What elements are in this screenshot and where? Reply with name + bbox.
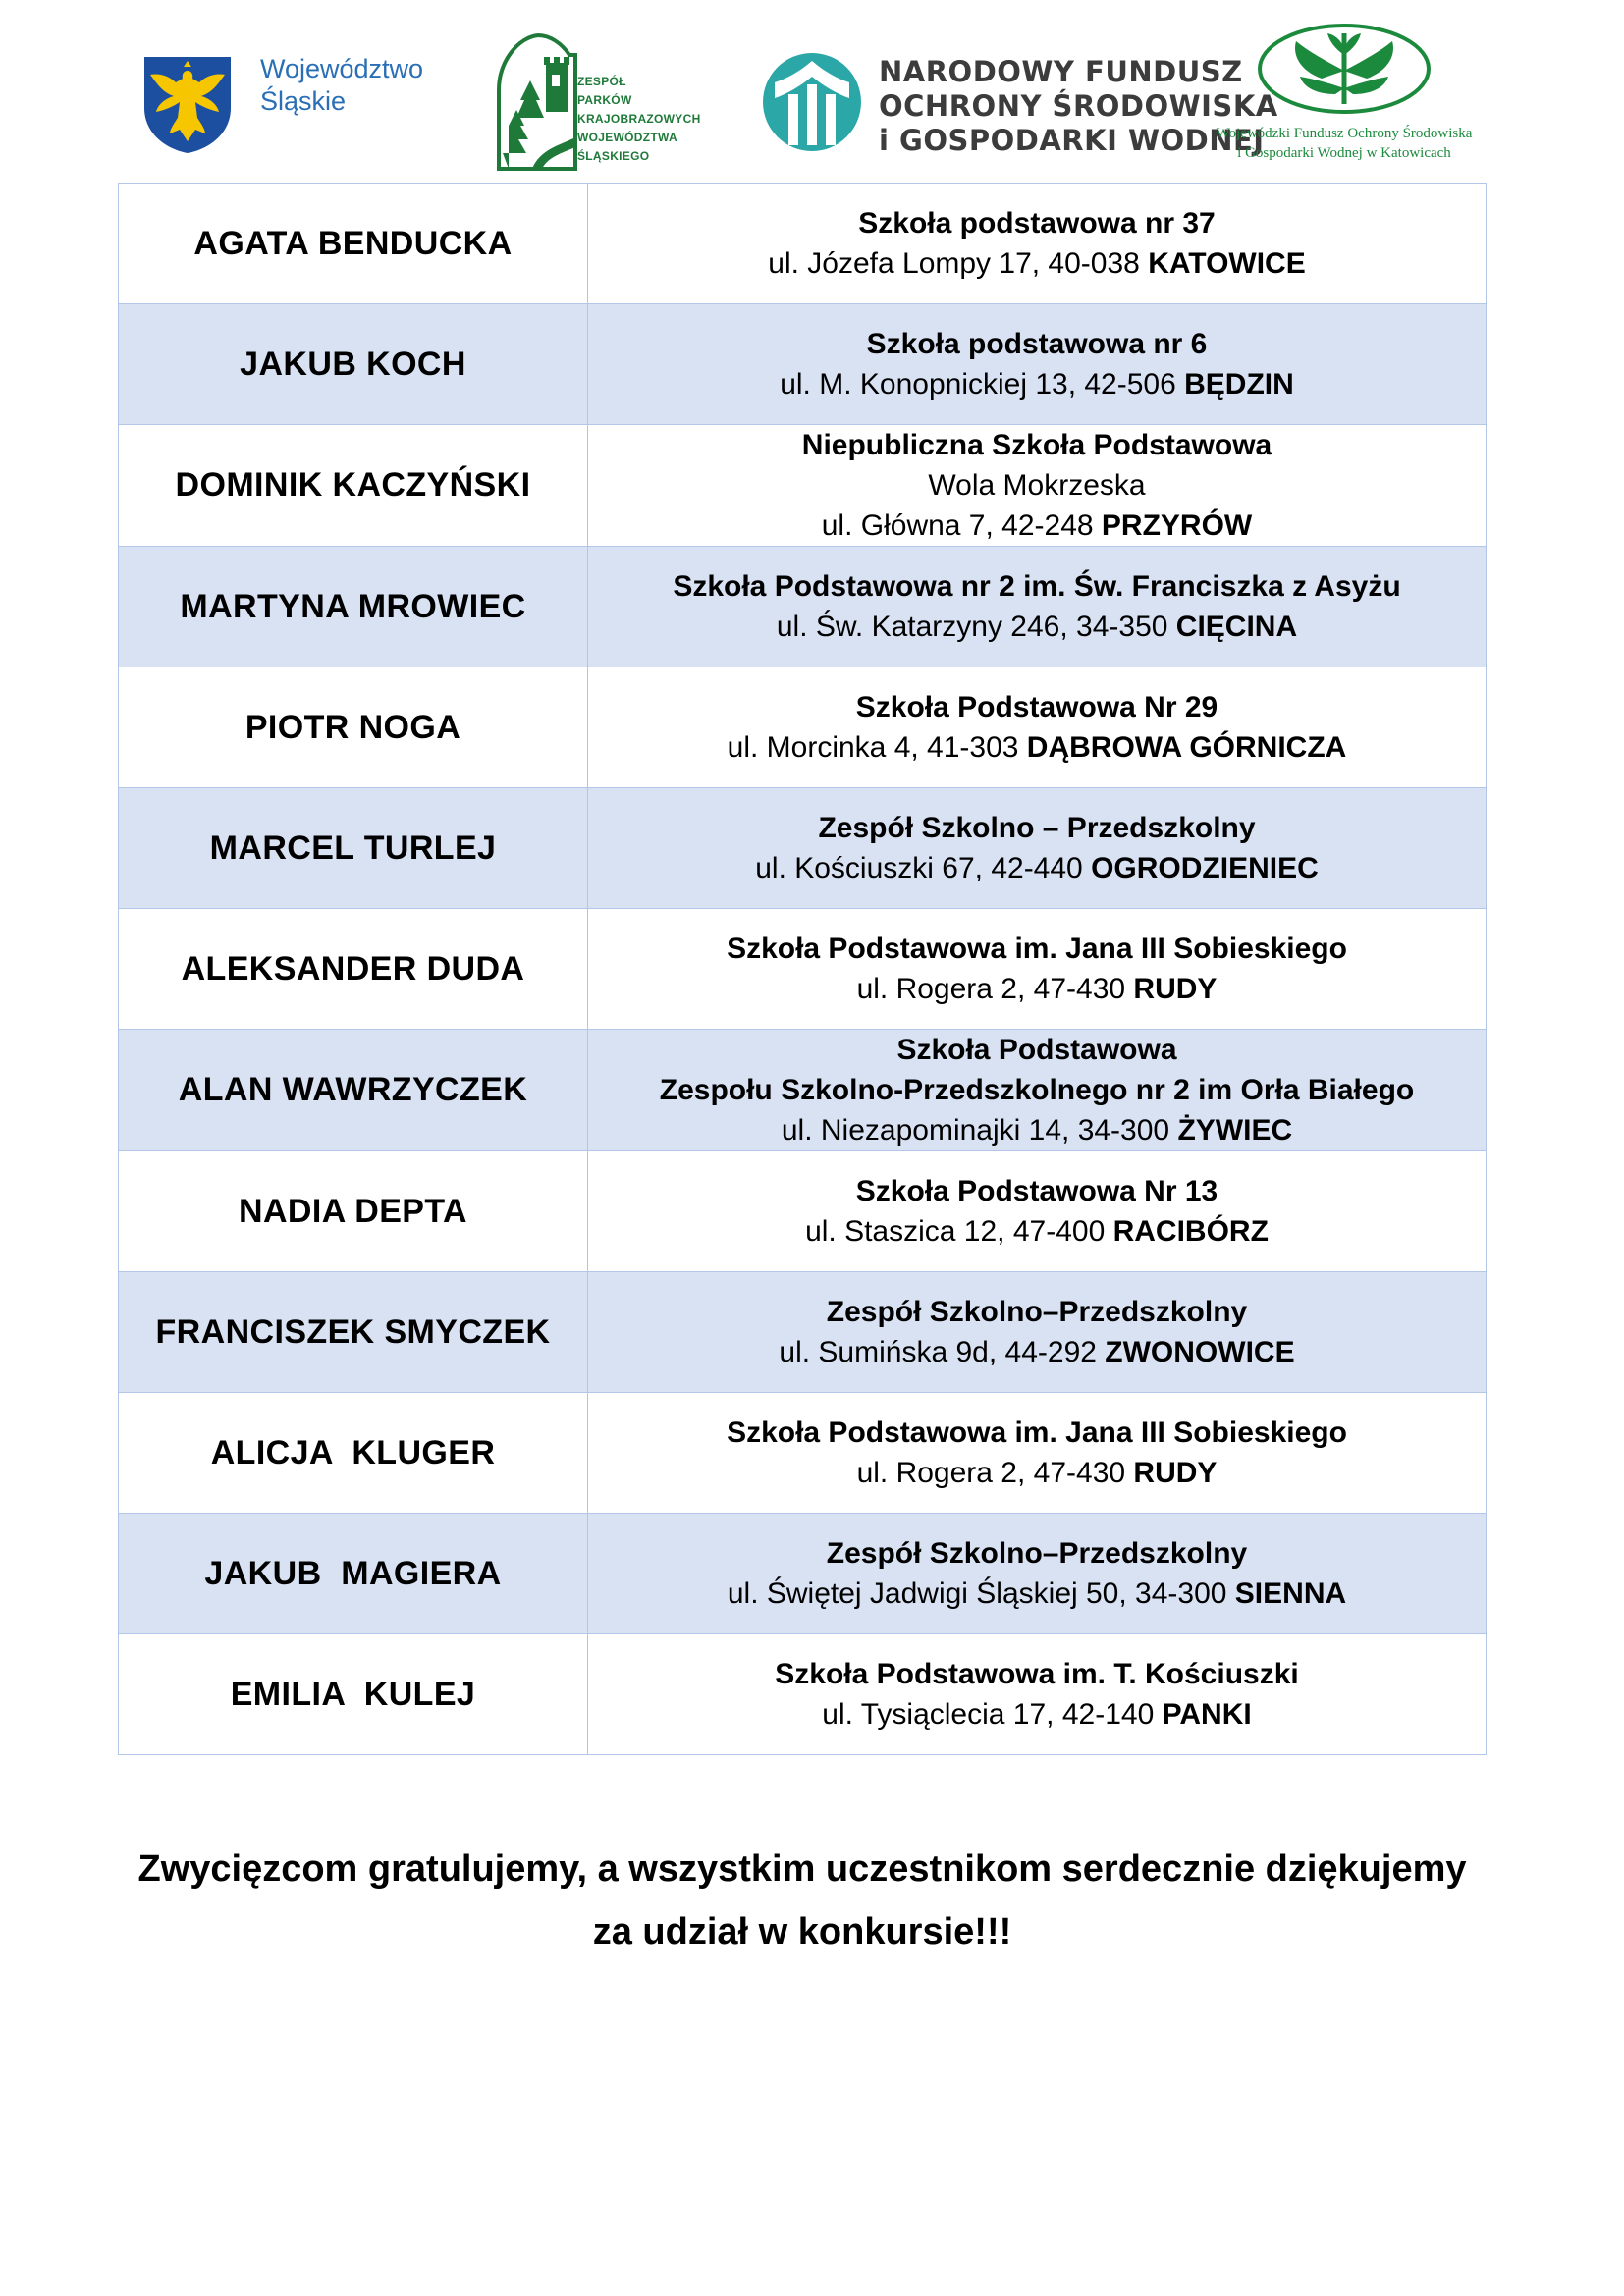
school-line xyxy=(588,1453,1486,1493)
winners-table xyxy=(118,183,1487,1755)
school-line-text: ul. Tysiąclecia 17, 42-140 xyxy=(822,1698,1163,1731)
school-line-bold: CIĘCINA xyxy=(1175,611,1298,643)
school-cell xyxy=(588,184,1487,304)
school-line-text: ul. Sumińska 9d, 44-292 xyxy=(779,1336,1106,1368)
nfosigw-emblem-icon xyxy=(761,49,863,161)
school-line-text: ul. Rogera 2, 47-430 xyxy=(856,1457,1134,1489)
nfos-line: NARODOWY FUNDUSZ xyxy=(879,55,1243,88)
logo-wojewodztwo-slaskie xyxy=(140,53,464,161)
school-line-text: ul. Rogera 2, 47-430 xyxy=(856,973,1134,1005)
school-line-bold: ZWONOWICE xyxy=(1105,1336,1295,1368)
school-line-text: ul. Staszica 12, 47-400 xyxy=(805,1215,1113,1248)
winner-name: AGATA BENDUCKA xyxy=(119,184,588,304)
logo-header xyxy=(0,0,1624,177)
school-line xyxy=(588,425,1486,465)
school-line xyxy=(588,929,1486,969)
school-line xyxy=(588,465,1486,506)
winner-name: ALAN WAWRZYCZEK xyxy=(119,1030,588,1151)
school-line-bold: Szkoła Podstawowa Nr 13 xyxy=(855,1175,1218,1207)
school-line-text: ul. M. Konopnickiej 13, 42-506 xyxy=(780,368,1185,400)
school-line-text: ul. Morcinka 4, 41-303 xyxy=(727,731,1027,764)
school-line-text: ul. Główna 7, 42-248 xyxy=(821,509,1102,542)
school-line-bold: ŻYWIEC xyxy=(1177,1114,1293,1147)
castle-forest-emblem-icon xyxy=(491,31,579,171)
school-line-text: ul. Świętej Jadwigi Śląskiej 50, 34-300 xyxy=(727,1577,1235,1610)
school-line-bold: Szkoła Podstawowa Nr 29 xyxy=(855,691,1218,723)
school-line xyxy=(588,203,1486,243)
table-row xyxy=(119,1272,1487,1393)
parki-line: WOJEWÓDZTWA xyxy=(577,131,677,144)
winner-name: FRANCISZEK SMYCZEK xyxy=(119,1272,588,1393)
school-line xyxy=(588,969,1486,1009)
school-line xyxy=(588,1413,1486,1453)
school-line-text: Wola Mokrzeska xyxy=(928,469,1146,502)
school-line-bold: Zespołu Szkolno-Przedszkolnego nr 2 im Orła Białego xyxy=(659,1074,1415,1106)
winner-name: EMILIA KULEJ xyxy=(119,1634,588,1755)
school-line-bold: Szkoła Podstawowa im. Jana III Sobieskiego xyxy=(727,933,1347,965)
school-line-bold: RUDY xyxy=(1133,1457,1218,1489)
school-line xyxy=(588,848,1486,888)
school-line-bold: BĘDZIN xyxy=(1184,368,1294,400)
school-line-text: ul. Józefa Lompy 17, 40-038 xyxy=(768,247,1149,280)
school-line-bold: Zespół Szkolno–Przedszkolny xyxy=(826,1296,1248,1328)
school-line-bold: Szkoła Podstawowa nr 2 im. Św. Franciszka z Asyżu xyxy=(673,570,1401,603)
school-line xyxy=(588,324,1486,364)
table-row xyxy=(119,909,1487,1030)
school-line xyxy=(588,506,1486,546)
parki-line: KRAJOBRAZOWYCH xyxy=(577,112,701,126)
school-line xyxy=(588,1574,1486,1614)
winner-name: ALEKSANDER DUDA xyxy=(119,909,588,1030)
school-line-bold: Szkoła podstawowa nr 37 xyxy=(858,207,1216,240)
school-line xyxy=(588,1211,1486,1252)
wfosigw-wordmark xyxy=(1202,124,1487,163)
school-line-bold: Zespół Szkolno – Przedszkolny xyxy=(818,812,1256,844)
school-line-bold: Niepubliczna Szkoła Podstawowa xyxy=(801,429,1272,461)
school-line xyxy=(588,1171,1486,1211)
school-line xyxy=(588,1030,1486,1070)
school-line-bold: Szkoła Podstawowa im. T. Kościuszki xyxy=(775,1658,1299,1690)
table-row xyxy=(119,1393,1487,1514)
nfos-line: i GOSPODARKI WODNEJ xyxy=(879,124,1265,157)
school-line xyxy=(588,607,1486,647)
nfos-line: OCHRONY ŚRODOWISKA xyxy=(879,89,1278,123)
school-line xyxy=(588,1332,1486,1372)
school-cell xyxy=(588,1151,1487,1272)
school-line xyxy=(588,1110,1486,1150)
school-line-bold: Szkoła podstawowa nr 6 xyxy=(866,328,1208,360)
wfos-line-1: Wojewódzki Fundusz Ochrony Środowiska xyxy=(1216,126,1473,141)
school-line xyxy=(588,1533,1486,1574)
school-line xyxy=(588,364,1486,404)
winner-name: PIOTR NOGA xyxy=(119,667,588,788)
school-line-bold: Szkoła Podstawowa xyxy=(896,1034,1177,1066)
table-row xyxy=(119,788,1487,909)
winner-name: DOMINIK KACZYŃSKI xyxy=(119,425,588,547)
parki-line: ZESPÓŁ xyxy=(577,75,626,88)
school-cell xyxy=(588,547,1487,667)
parki-line: PARKÓW xyxy=(577,93,632,107)
closing-line-2: za udział w konkursie!!! xyxy=(592,1911,1012,1952)
school-line-bold: PANKI xyxy=(1162,1698,1252,1731)
school-line-bold: SIENNA xyxy=(1234,1577,1347,1610)
school-line-bold: KATOWICE xyxy=(1148,247,1306,280)
school-line xyxy=(588,727,1486,768)
school-line xyxy=(588,687,1486,727)
logo-nfosigw xyxy=(761,49,1278,167)
school-line-bold: PRZYRÓW xyxy=(1101,509,1253,542)
zespol-parkow-wordmark xyxy=(577,73,701,166)
table-row xyxy=(119,667,1487,788)
school-line-text: ul. Św. Katarzyny 246, 34-350 xyxy=(776,611,1176,643)
school-cell xyxy=(588,1514,1487,1634)
closing-line-1: Zwycięzcom gratulujemy, a wszystkim uczestnikom serdecznie dziękujemy xyxy=(137,1848,1467,1890)
table-row xyxy=(119,1151,1487,1272)
winners-table-body xyxy=(119,184,1487,1755)
school-line xyxy=(588,1654,1486,1694)
school-line xyxy=(588,243,1486,284)
parki-line: ŚLĄSKIEGO xyxy=(577,149,650,163)
winner-name: NADIA DEPTA xyxy=(119,1151,588,1272)
school-cell xyxy=(588,1272,1487,1393)
school-line-bold: DĄBROWA GÓRNICZA xyxy=(1026,731,1347,764)
winner-name: MARTYNA MROWIEC xyxy=(119,547,588,667)
school-line-bold: Zespół Szkolno–Przedszkolny xyxy=(826,1537,1248,1570)
winner-name: MARCEL TURLEJ xyxy=(119,788,588,909)
school-line-bold: OGRODZIENIEC xyxy=(1091,852,1319,884)
leaf-oval-emblem-icon xyxy=(1257,22,1432,118)
school-line xyxy=(588,1694,1486,1735)
silesia-eagle-shield-icon xyxy=(140,53,235,155)
table-row xyxy=(119,1030,1487,1151)
table-row xyxy=(119,184,1487,304)
school-line-bold: RUDY xyxy=(1133,973,1218,1005)
table-row xyxy=(119,1634,1487,1755)
slaskie-line: Śląskie xyxy=(260,86,347,116)
logo-zespol-parkow xyxy=(491,31,707,171)
school-line-bold: RACIBÓRZ xyxy=(1112,1215,1269,1248)
school-line-bold: Szkoła Podstawowa im. Jana III Sobieskiego xyxy=(727,1416,1347,1449)
winner-name: JAKUB KOCH xyxy=(119,304,588,425)
school-cell xyxy=(588,667,1487,788)
wojewodztwo-slaskie-wordmark xyxy=(260,53,423,118)
school-line-text: ul. Kościuszki 67, 42-440 xyxy=(755,852,1092,884)
school-cell xyxy=(588,425,1487,547)
school-cell xyxy=(588,1030,1487,1151)
table-row xyxy=(119,1514,1487,1634)
logo-wfosigw-katowice xyxy=(1202,22,1487,169)
school-line xyxy=(588,1070,1486,1110)
school-line xyxy=(588,566,1486,607)
school-cell xyxy=(588,909,1487,1030)
table-row xyxy=(119,425,1487,547)
wfos-line-2: i Gospodarki Wodnej w Katowicach xyxy=(1237,145,1451,161)
school-line-text: ul. Niezapominajki 14, 34-300 xyxy=(781,1114,1178,1147)
wojewodztwo-line: Województwo xyxy=(260,54,424,83)
closing-message xyxy=(79,1838,1526,1963)
table-row xyxy=(119,304,1487,425)
school-cell xyxy=(588,1393,1487,1514)
table-row xyxy=(119,547,1487,667)
school-cell xyxy=(588,788,1487,909)
school-line xyxy=(588,808,1486,848)
school-line xyxy=(588,1292,1486,1332)
winner-name: ALICJA KLUGER xyxy=(119,1393,588,1514)
school-cell xyxy=(588,304,1487,425)
winner-name: JAKUB MAGIERA xyxy=(119,1514,588,1634)
school-cell xyxy=(588,1634,1487,1755)
